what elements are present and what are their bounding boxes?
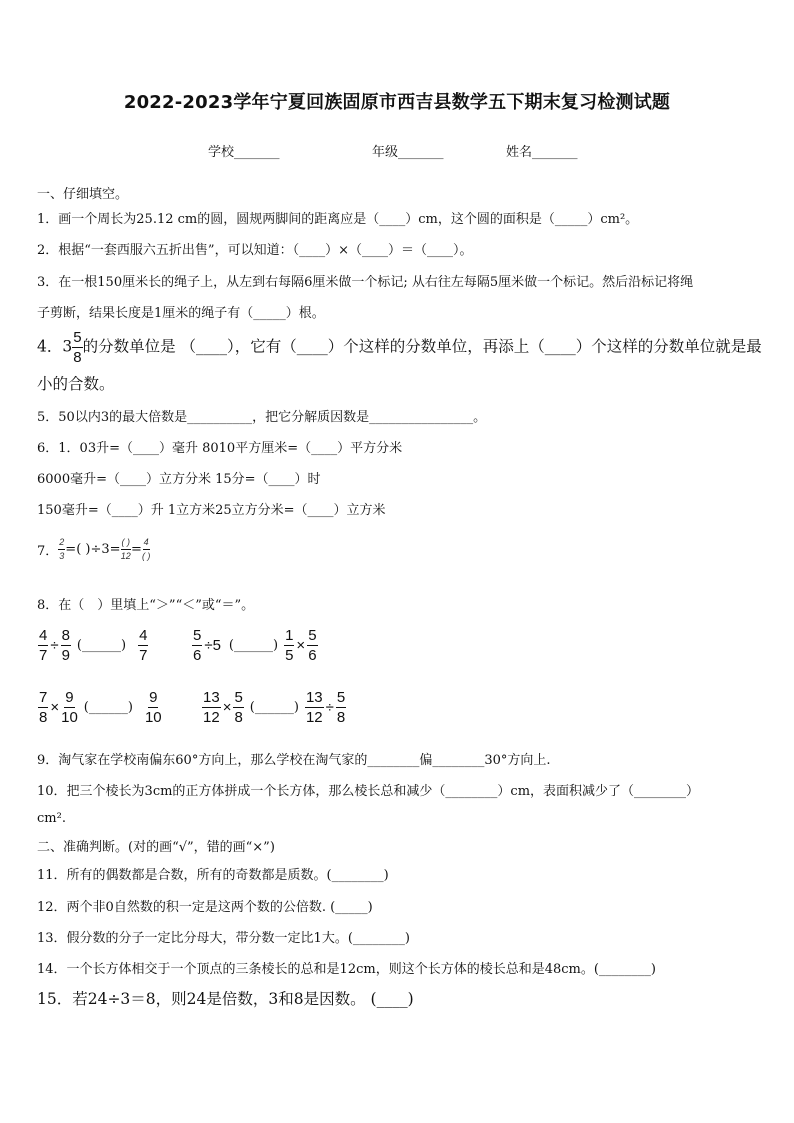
section-2-heading: 二、准确判断。(对的画“√”，错的画“×”) [37, 840, 275, 855]
fraction-numerator: 5 [336, 689, 346, 706]
fraction-denominator: 10 [61, 709, 78, 726]
fraction [138, 628, 148, 663]
fraction-numerator: 4 [39, 627, 48, 644]
question-2: 2．根据“一套西服六五折出售”，可以知道：（____）×（____）＝（____）。 [37, 243, 473, 258]
fraction-denominator: 3 [59, 551, 65, 561]
fraction [61, 628, 71, 663]
fraction-numerator: 4 [139, 627, 148, 644]
comparison-item-2 [192, 628, 318, 663]
fraction-numerator: 9 [65, 689, 74, 706]
comparison-item-3 [38, 690, 162, 725]
fraction [202, 690, 221, 725]
question-4-prefix: 4．3 [37, 337, 73, 356]
fraction [336, 690, 346, 725]
answer-blank: (______) [76, 638, 127, 653]
fraction [305, 690, 324, 725]
fraction-denominator: 9 [61, 647, 70, 664]
question-6-line-2: 6000毫升=（____）立方分米 15分=（____）时 [37, 472, 321, 487]
question-15: 15．若24÷3＝8，则24是倍数，3和8是因数。 (____) [37, 990, 414, 1008]
question-4-line-2: 小的合数。 [37, 375, 115, 393]
fraction-denominator: 8 [39, 709, 48, 726]
fraction [61, 690, 78, 725]
fraction-numerator: 5 [308, 627, 317, 644]
fraction-denominator: 7 [39, 647, 48, 664]
fraction-numerator: 13 [305, 689, 323, 706]
section-1-heading: 一、仔细填空。 [37, 187, 129, 202]
fraction-numerator: 8 [61, 627, 70, 644]
fraction-5-8 [72, 330, 82, 365]
operator: ÷5 [204, 637, 221, 654]
fraction-denominator: 12 [305, 709, 323, 726]
fraction [307, 628, 317, 663]
question-5: 5．50以内3的最大倍数是__________，把它分解质因数是________________。 [37, 410, 487, 425]
comparison-item-4 [202, 690, 346, 725]
question-7-label: 7． [37, 544, 59, 559]
fraction-4-blank [142, 538, 151, 561]
question-8: 8．在（ ）里填上“＞”“＜”或“＝”。 [37, 598, 255, 613]
answer-blank: (______) [83, 700, 133, 715]
fraction [192, 628, 202, 663]
question-3-line-1: 3．在一根150厘米长的绳子上，从左到右每隔6厘米做一个标记; 从右往左每隔5厘米做一个标记。然后沿标记将绳 [37, 275, 694, 290]
question-6-line-3: 150毫升=（____）升 1立方米25立方分米=（____）立方米 [37, 503, 386, 518]
fraction-denominator: ( ) [141, 551, 151, 561]
fraction [284, 628, 294, 663]
fraction-denominator: 5 [285, 647, 294, 664]
question-14: 14．一个长方体相交于一个顶点的三条棱长的总和是12cm，则这个长方体的棱长总和是48cm。(________) [37, 962, 656, 977]
question-12: 12．两个非0自然数的积一定是这两个数的公倍数. (_____) [37, 900, 373, 915]
operator: × [296, 637, 306, 654]
fraction-denominator: 8 [73, 349, 82, 366]
question-6-line-1: 6．1．03升=（____）毫升 8010平方厘米=（____）平方分米 [37, 441, 403, 456]
operator: ÷ [325, 699, 334, 716]
question-7-middle: =( )÷3= [65, 542, 121, 557]
fraction-denominator: 7 [139, 647, 148, 664]
name-field: 姓名_______ [506, 145, 578, 160]
fraction-denominator: 12 [120, 551, 131, 561]
fraction-2-3 [58, 538, 65, 561]
fraction-numerator: ( ) [121, 538, 132, 550]
answer-blank: (______) [228, 638, 279, 653]
fraction-numerator: 13 [203, 689, 220, 706]
question-11: 11．所有的偶数都是合数，所有的奇数都是质数。(________) [37, 868, 389, 883]
question-4-text: 的分数单位是 （____），它有（____）个这样的分数单位，再添上（____）个这样的分数单位就是最 [82, 337, 762, 356]
operator: × [222, 699, 232, 716]
fraction-denominator: 8 [234, 709, 243, 726]
fraction-numerator: 4 [143, 538, 150, 550]
question-1: 1．画一个周长为25.12 cm的圆，圆规两脚间的距离应是（____）cm，这个圆的面积是（_____）cm²。 [37, 212, 639, 227]
operator: × [50, 699, 60, 716]
grade-field: 年级_______ [372, 145, 444, 160]
fraction-denominator: 12 [203, 709, 220, 726]
question-10-line-2: cm². [37, 811, 66, 826]
fraction-blank-12 [121, 538, 132, 561]
fraction-numerator: 9 [149, 689, 158, 706]
question-13: 13．假分数的分子一定比分母大，带分数一定比1大。(________) [37, 931, 410, 946]
fraction-denominator: 8 [336, 709, 346, 726]
page-title: 2022-2023学年宁夏回族固原市西吉县数学五下期末复习检测试题 [123, 92, 671, 113]
fraction-denominator: 6 [193, 647, 202, 664]
question-9: 9．淘气家在学校南偏东60°方向上，那么学校在淘气家的________偏________30°方向上. [37, 753, 551, 768]
fraction-numerator: 5 [234, 689, 243, 706]
fraction-denominator: 10 [144, 709, 162, 726]
school-field: 学校_______ [208, 145, 280, 160]
fraction [233, 690, 243, 725]
equals-sign: = [131, 542, 142, 557]
question-4 [37, 330, 762, 365]
question-3-line-2: 子剪断，结果长度是1厘米的绳子有（_____）根。 [37, 306, 325, 321]
fraction [38, 628, 48, 663]
fraction-numerator: 5 [73, 329, 82, 346]
fraction-numerator: 5 [193, 627, 202, 644]
operator: ÷ [50, 637, 59, 654]
fraction [38, 690, 48, 725]
fraction [145, 690, 162, 725]
comparison-item-1 [38, 628, 148, 663]
fraction-denominator: 6 [308, 647, 317, 664]
fraction-numerator: 7 [39, 689, 48, 706]
answer-blank: (______) [249, 700, 299, 715]
fraction-numerator: 2 [58, 538, 65, 550]
question-7 [37, 538, 150, 561]
question-10-line-1: 10．把三个棱长为3cm的正方体拼成一个长方体，那么棱长总和减少（________）cm，表面积减少了（________） [37, 784, 700, 799]
fraction-numerator: 1 [285, 627, 294, 644]
